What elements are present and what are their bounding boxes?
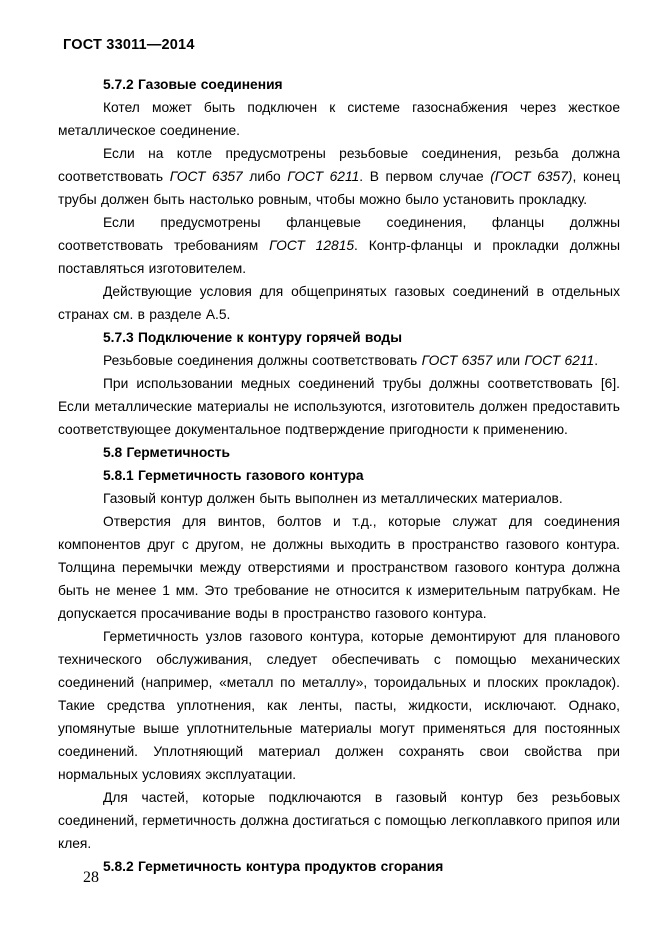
text-run: 5.8 Герметичность — [103, 445, 230, 460]
text-run: ГОСТ 12815 — [269, 238, 355, 253]
text-run: (ГОСТ 6357) — [490, 169, 573, 184]
text-run: либо — [242, 169, 288, 184]
text-run: Действующие условия для общепринятых газовых соединений в отдельных странах см. в разделе А.5. — [58, 284, 620, 322]
text-run: ГОСТ 6357 — [421, 353, 493, 368]
text-run: . В первом случае — [359, 169, 491, 184]
section-heading — [58, 441, 620, 464]
text-run: 5.7.2 Газовые соединения — [103, 77, 283, 92]
text-run: 5.8.2 Герметичность контура продуктов сгорания — [103, 859, 444, 874]
body-paragraph — [58, 96, 620, 142]
text-run: Если на котле предусмотрены резьбовые соединения, резьба должна соответствовать — [58, 146, 620, 184]
text-run: . — [594, 353, 599, 368]
text-run: Резьбовые соединения должны соответствовать — [103, 353, 422, 368]
document-header-gost-number: ГОСТ 33011—2014 — [63, 37, 195, 53]
text-run: 5.7.3 Подключение к контуру горячей воды — [103, 330, 402, 345]
text-run: Если предусмотрены фланцевые соединения, фланцы должны соответствовать требованиям — [58, 215, 620, 253]
text-run: , конец трубы должен быть настолько ровным, чтобы можно было установить прокладку. — [58, 169, 621, 207]
body-paragraph — [58, 625, 620, 786]
text-run: или — [492, 353, 525, 368]
text-run: 5.8.1 Герметичность газового контура — [103, 468, 364, 483]
text-run: Отверстия для винтов, болтов и т.д., которые служат для соединения компонентов друг с другом, не должны выходить в пространство газового контура. Толщина перемычки между отверстиями и пространством газового контура должна быть не менее 1 мм. Это требование не относится к измерительным патрубкам. Не допускается просачивание воды в пространство газового контура. — [58, 514, 620, 621]
text-run: ГОСТ 6357 — [169, 169, 243, 184]
body-paragraph — [58, 211, 620, 280]
body-paragraph — [58, 349, 620, 372]
section-heading — [58, 326, 620, 349]
text-run: ГОСТ 6211 — [524, 353, 595, 368]
text-run: ГОСТ 6211 — [287, 169, 360, 184]
body-paragraph — [58, 280, 620, 326]
body-paragraph — [58, 510, 620, 625]
page-number: 28 — [83, 869, 99, 886]
text-run: Для частей, которые подключаются в газовый контур без резьбовых соединений, герметичность должна достигаться с помощью легкоплавкого припоя или клея. — [58, 790, 620, 851]
text-run: Котел может быть подключен к системе газоснабжения через жесткое металлическое соединение. — [58, 100, 620, 138]
document-body — [58, 73, 620, 878]
body-paragraph — [58, 142, 620, 211]
section-heading — [58, 73, 620, 96]
text-run: Герметичность узлов газового контура, которые демонтируют для планового технического обслуживания, следует обеспечивать с помощью механических соединений (например, «металл по металлу», тороидальных и плоских прокладок). Такие средства уплотнения, как ленты, пасты, жидкости, исключают. Однако, упомянутые выше уплотнительные материалы могут применяться для постоянных соединений. Уплотняющий материал должен сохранять свои свойства при нормальных условиях эксплуатации. — [58, 629, 620, 782]
section-heading — [58, 464, 620, 487]
text-run: . Контр-фланцы и прокладки должны поставляться изготовителем. — [58, 238, 620, 276]
text-run: При использовании медных соединений трубы должны соответствовать [6]. Если металлические материалы не используются, изготовитель должен предоставить соответствующее документальное подтверждение пригодности к применению. — [58, 376, 620, 437]
body-paragraph — [58, 786, 620, 855]
body-paragraph — [58, 372, 620, 441]
text-run: Газовый контур должен быть выполнен из металлических материалов. — [103, 491, 563, 506]
section-heading — [58, 855, 620, 878]
body-paragraph — [58, 487, 620, 510]
